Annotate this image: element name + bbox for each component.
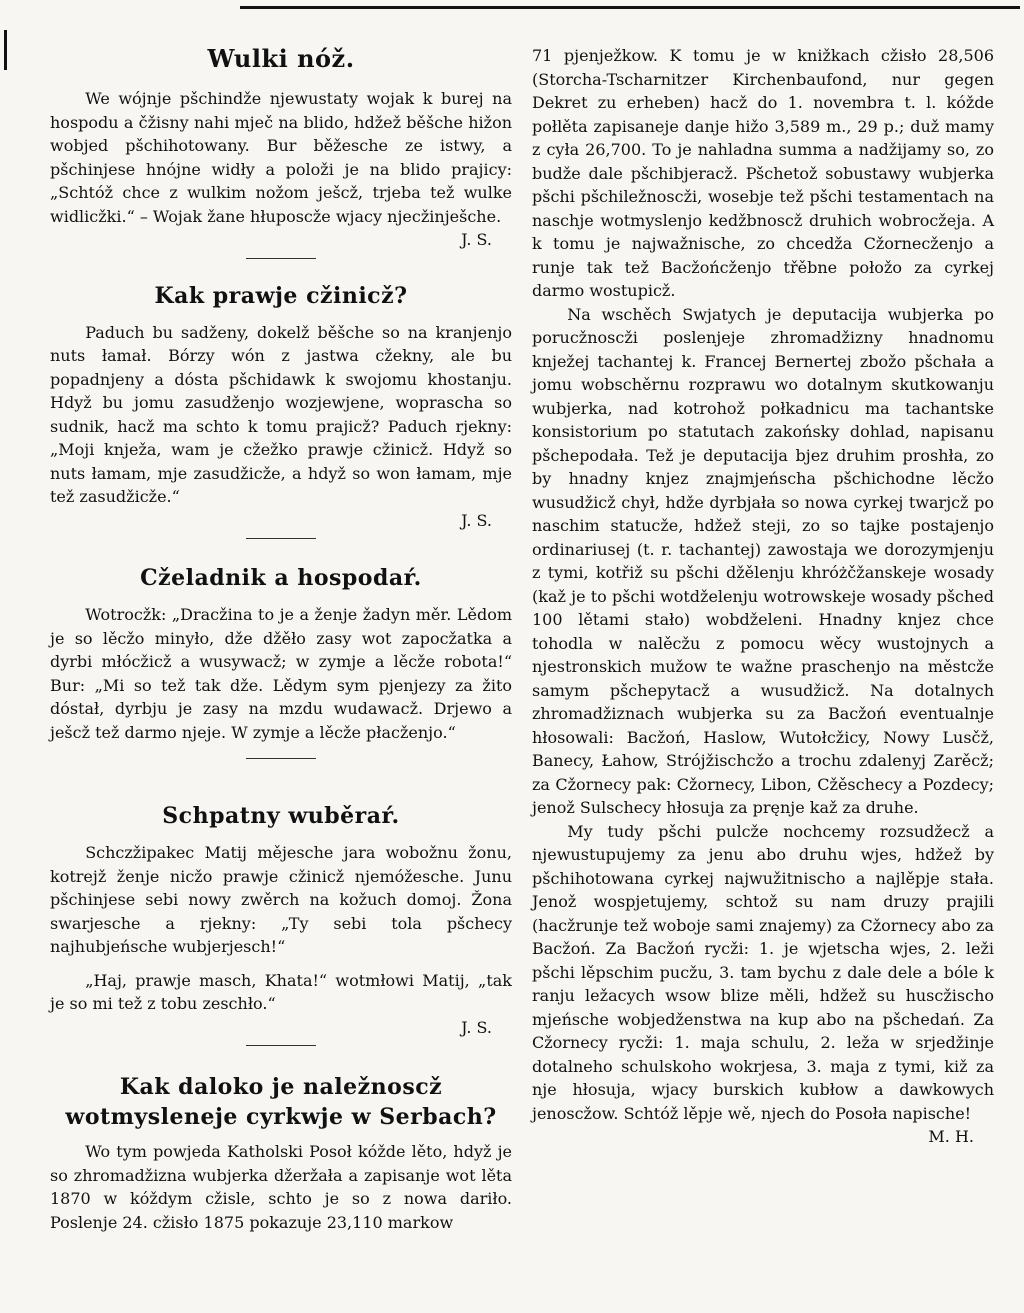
article-signature: J. S. bbox=[461, 1017, 492, 1037]
left-column bbox=[50, 44, 512, 1234]
article-title: Cželadnik a hospodaŕ. bbox=[140, 565, 422, 591]
separator bbox=[246, 538, 316, 539]
article-body-continued: My tudy pšchi pulcže nochcemy rozsudžecž a njewustupujemy za jenu abo druhu wjes, hdžež by pšchihotowana cyrkej najwužitnischo a najlěpje stała. Jenož wospjetujemy, schtož su nam druzy prajili (hacžrunje tež woboje sami znajemy) za Cžornecy abo za Bacžoń. Za Bacžoń rycži: 1. je wjetscha wjes, 2. leži pšchi lěpschim pucžu, 3. tam bychu z dale dele a bóle k ranju ležacych wsow blize měli, hdžež su huscžischo mjeńsche wobjedženstwa na kup abo na pšchedań. Za Cžornecy rycži: 1. maja schulu, 2. leža w srjedžinje dotalneho schulskoho wokrjesa, 3. maja z tymi, kiž za nje hłosuja, wjacy burskich kubłow a dawkowych jenoscžow. Schtóž lěpje wě, njech do Posoła napische! bbox=[532, 821, 994, 1123]
article-body-continued: 71 pjenježkow. K tomu je w knižkach cžisło 28,506 (Storcha-Tscharnitzer Kirchenbaufond, nur gegen Dekret zu erheben) hacž do 1. novembra t. l. kóžde połlěta zapisaneje danje hižo 3,589 m., 29 p.; duž mamy z cyła 26,700. To je nahladna summa a nadžijamy so, zo budže dale pšchibjeracž. Pšchetož sobustawy wubjerka pšchi pšchiležnoscži, wosebje tež pšchi testamentach na naschje wotmyslenjo kedžbnoscž druhich wobrocžeja. A k tomu je najwažnische, zo chcedža Cžornecženjo a runje tak tež Bacžońcženjo třěbne połožo za cyrkej darmo wostupicž. bbox=[532, 46, 994, 300]
article-body: We wójnje pšchindže njewustaty wojak k burej na hospodu a čžisny nahi mječ na blido, hdžež běšche hižon wobjed pšchihotowany. Bur běžesche ze istwy, a pšchinjese hnójne widły a položi je na blido prajicy: „Schtóž chce z wulkim nožom ješcž, trjeba tež wulke widlicžki.“ – Wojak žane hłuposcže wjacy njecžinješche. bbox=[50, 89, 512, 226]
top-rule bbox=[240, 6, 1020, 9]
article-body-continued: Na wschěch Swjatych je deputacija wubjerka po porucžnoscži poslenjeje zhromadžizny hnadnomu knježej tachantej k. Francej Bernertej zbožo pšchała a jomu wobschěrnu rozprawu wo dotalnym skutkowanju wubjerka, nad kotrohož połkadnicu ma tachantske konsistorium po statutach zakońsky dohlad, napisanu pšchepodała. Tež je deputacija bjez druhim proshła, zo by hnadny knjez znajmjeńscha pšchichodne lěcžo wusudžicž chył, hdže dyrbjała so nowa cyrkej twarjcž po naschim statucže, hdžež steji, zo so tajke postajenjo ordinariusej (t. r. tachantej) zawostaja we dorozymjenju z tymi, kotřiž su pšchi džělenju khróżčžanskeje wosady (kaž je to pšchi wotdželenju wotrowskeje wosady pšched 100 lětami stało) wobdželeni. Hnadny knjez chce tohodla w nalěcžu z pomocu wěcy wustojnych a njestronskich mužow te wažne praschenjo na městcže samym pšchepytacž a wusudžicž. Na dotalnych zhromadžiznach wubjerka su za Bacžoń eventualnje hłosowali: Bacžoń, Haslow, Wutołcžicy, Nowy Lusčž, Banecy, Łahow, Strójžischcžo a trochu zdalenyj Zarěcž; za Cžornecy pak: Cžornecy, Libon, Cžěschecy a Pozdecy; jenož Sulschecy hłosuja za pręnje kaž za druhe. bbox=[532, 304, 994, 817]
article-body: Schczžipakec Matij mějesche jara wobožnu žonu, kotrejž ženje nicžo prawje cžinicž njemóžesche. Junu pšchinjese sebi nowy zwěrch na kožuch domoj. Žona swarjesche a rjekny: „Ty sebi tola pšchecy najhubjeńsche wubjerjesch!“ bbox=[50, 843, 512, 956]
article-body: Paduch bu sadženy, dokelž běšche so na kranjenjo nuts łamał. Bórzy wón z jastwa cžekny, ale bu popadnjeny a dósta pšchidawk k swojomu khostanju. Hdyž bu jomu zasudženjo wozjewjene, woprascha so sudnik, hacž ma schto k tomu prajicž? Paduch rjekny: „Moji knježa, wam je cžežko prawje cžinicž. Hdyž so nuts łamam, mje zasudžicže, a hdyž so won łamam, mje tež zasudžicže.“ bbox=[50, 322, 512, 506]
article-body: Wo tym powjeda Katholski Posoł kóžde lěto, hdyž je so zhromadžizna wubjerka džeržała a zapisanje wot lěta 1870 w kóždym cžisle, schto je so z nowa dariło. Poslenje 24. cžisło 1875 pokazuje 23,110 markow bbox=[50, 1142, 512, 1232]
article-title: Kak prawje cžinicž? bbox=[154, 282, 408, 309]
separator bbox=[246, 758, 316, 759]
margin-mark bbox=[4, 30, 7, 70]
article-title: Kak daloko je naležnoscž wotmysleneje cyrkwje w Serbach? bbox=[65, 1074, 497, 1130]
article-signature: J. S. bbox=[461, 230, 492, 249]
article-body: „Haj, prawje masch, Khata!“ wotmłowi Matij, „tak je so mi tež z tobu zeschło.“ bbox=[50, 970, 512, 1013]
article-signature: J. S. bbox=[461, 510, 492, 530]
right-column bbox=[532, 44, 994, 1149]
separator bbox=[246, 258, 316, 259]
article-title: Schpatny wuběraŕ. bbox=[162, 803, 400, 829]
article-signature: M. H. bbox=[928, 1127, 974, 1146]
separator bbox=[246, 1045, 316, 1046]
article-body: Wotrocžk: „Dracžina to je a ženje žadyn měr. Lědom je so lěcžo minyło, dže džěło zasy wot zapocžatka a dyrbi młócžicž a wusywacž; w zymje a lěcže robota!“ Bur: „Mi so tež tak dže. Lědym sym pjenjezy za žito dóstał, dyrbju je zasy na mzdu wudawacž. Drjewo a ješcž tež darmo njeje. W zymje a lěcže płacženjo.“ bbox=[50, 605, 512, 742]
article-title: Wulki nóž. bbox=[207, 44, 355, 73]
